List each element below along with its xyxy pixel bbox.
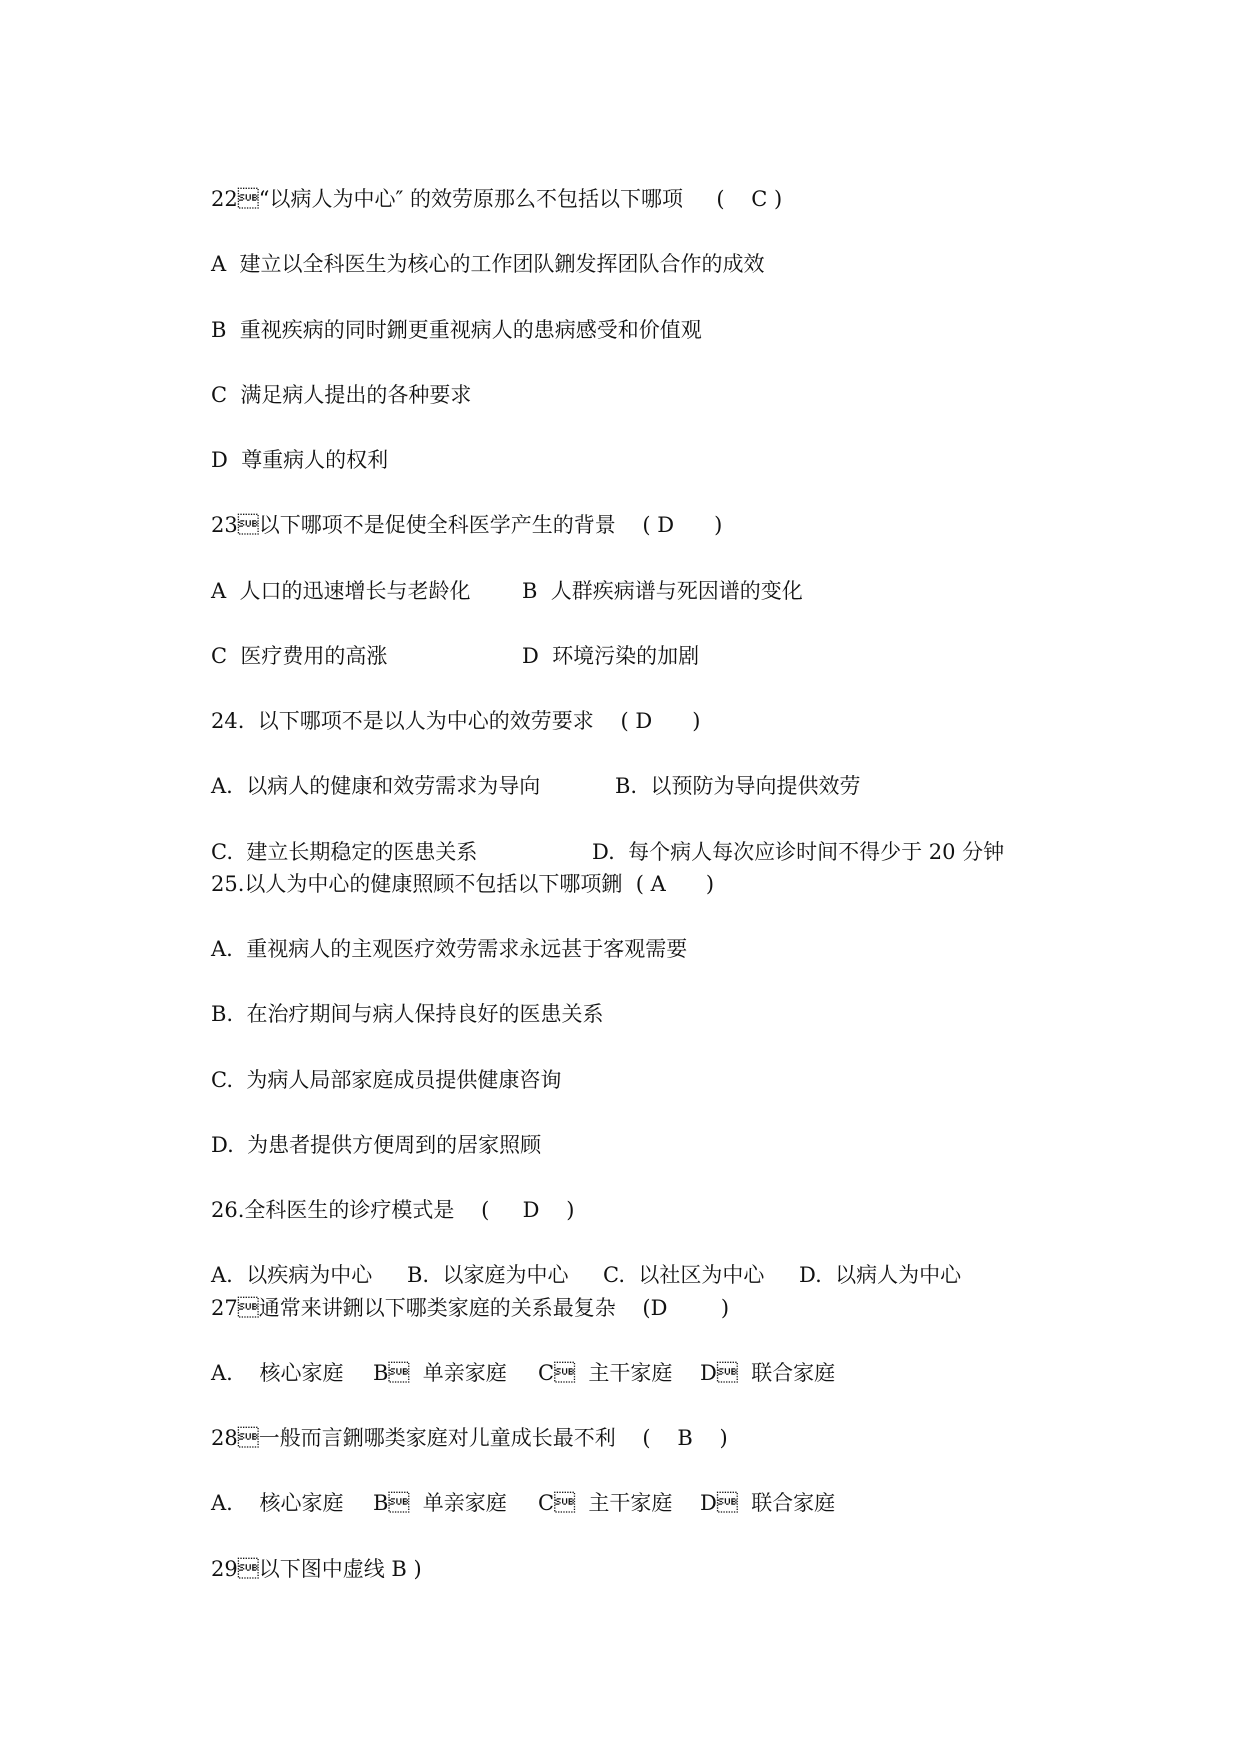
q25-option-d: D. 为患者提供方便周到的居家照顾 [211,1133,542,1157]
q28-option-b: B 单亲家庭 [373,1491,507,1515]
q25-stem: 25.以人为中心的健康照顾不包括以下哪项鉶 ( A ) [211,872,715,896]
q27-option-c: C 主干家庭 [538,1361,673,1385]
q26-option-d: D. 以病人为中心 [799,1263,962,1287]
q25-option-c: C. 为病人局部家庭成员提供健康咨询 [211,1068,562,1092]
q24-stem: 24. 以下哪项不是以人为中心的效劳要求 ( D ) [211,709,701,733]
q27-stem: 27通常来讲鉶以下哪类家庭的关系最复杂 (D ) [211,1296,730,1320]
q27-option-d: D 联合家庭 [700,1361,836,1385]
q27-option-b: B 单亲家庭 [373,1361,507,1385]
q26-stem: 26.全科医生的诊疗模式是 ( D ) [211,1198,575,1222]
q28-stem: 28一般而言鉶哪类家庭对儿童成长最不利 ( B ) [211,1426,728,1450]
q28-option-a: A. 核心家庭 [211,1491,344,1515]
q28-option-d: D 联合家庭 [700,1491,836,1515]
q28-option-c: C 主干家庭 [538,1491,673,1515]
q25-option-b: B. 在治疗期间与病人保持良好的医患关系 [211,1002,604,1026]
q24-option-b: B. 以预防为导向提供效劳 [615,774,861,798]
q24-option-a: A. 以病人的健康和效劳需求为导向 [211,774,541,798]
q23-stem: 23以下哪项不是促使全科医学产生的背景 ( D ) [211,513,723,537]
q25-option-a: A. 重视病人的主观医疗效劳需求永远甚于客观需要 [211,937,688,961]
q26-option-a: A. 以疾病为中心 [211,1263,373,1287]
q24-option-c: C. 建立长期稳定的医患关系 [211,840,478,864]
q23-option-d: D 环境污染的加剧 [522,644,700,668]
q23-option-b: B 人群疾病谱与死因谱的变化 [522,579,803,603]
q27-option-a: A. 核心家庭 [211,1361,344,1385]
q24-option-d: D. 每个病人每次应诊时间不得少于 20 分钟 [592,840,1005,864]
q22-option-a: A 建立以全科医生为核心的工作团队鉶发挥团队合作的成效 [211,252,765,276]
q23-option-a: A 人口的迅速增长与老龄化 [211,579,471,603]
q22-option-d: D 尊重病人的权利 [211,448,389,472]
q22-stem: 22“以病人为中心″ 的效劳原那么不包括以下哪项 ( C ) [211,187,783,211]
q23-option-c: C 医疗费用的高涨 [211,644,388,668]
q22-option-b: B 重视疾病的同时鉶更重视病人的患病感受和价值观 [211,318,702,342]
q29-stem: 29以下图中虚线 B ) [211,1557,422,1581]
q26-option-c: C. 以社区为中心 [603,1263,765,1287]
q22-option-c: C 满足病人提出的各种要求 [211,383,472,407]
q26-option-b: B. 以家庭为中心 [407,1263,569,1287]
